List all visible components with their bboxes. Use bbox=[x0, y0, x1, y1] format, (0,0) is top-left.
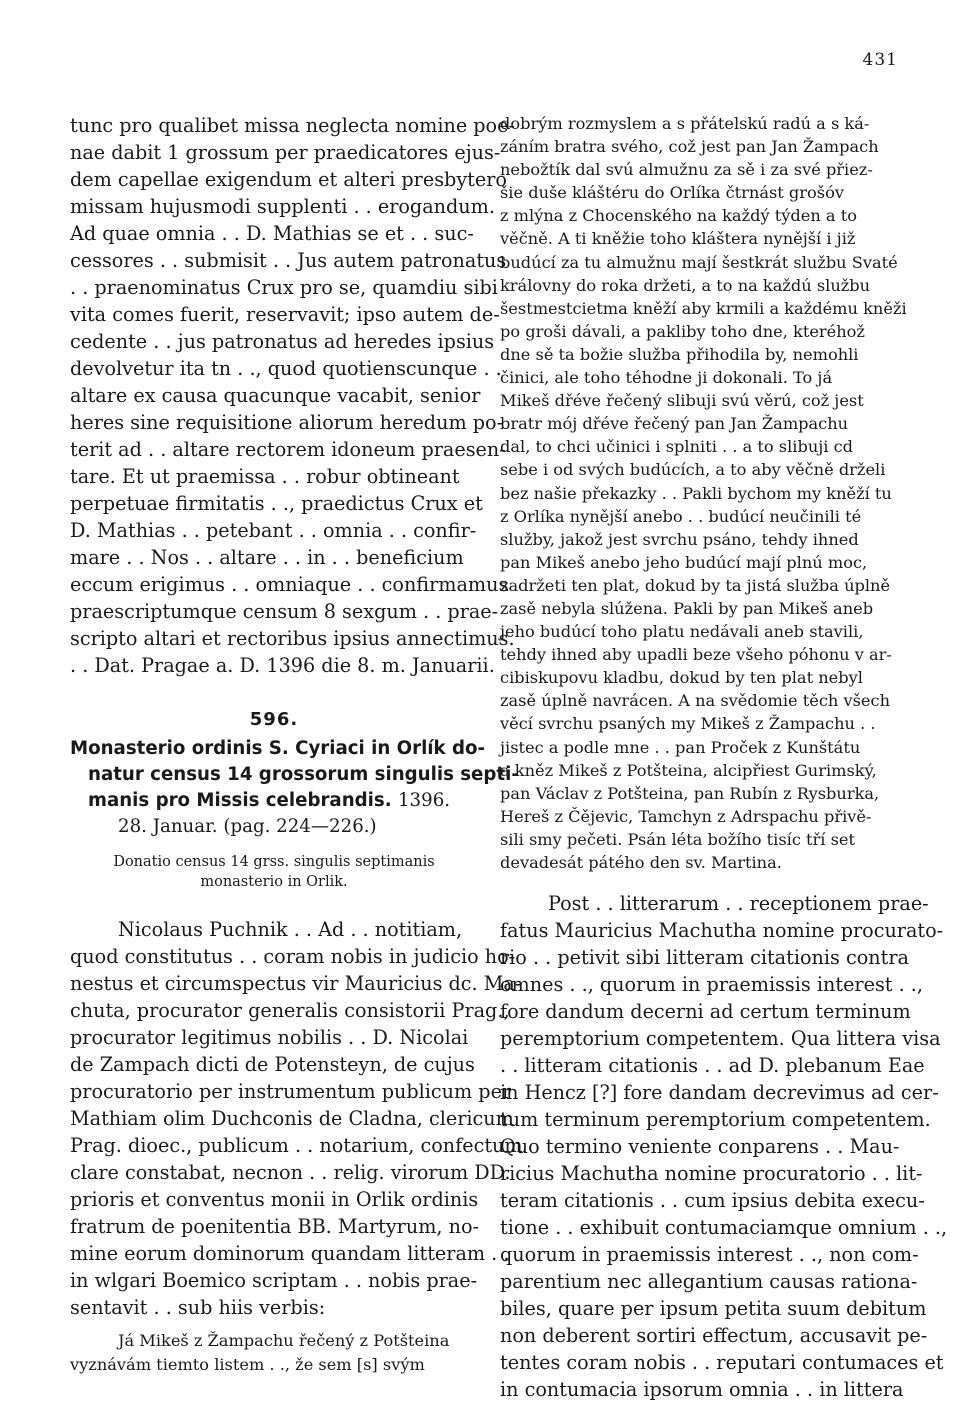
text-line: biles, quare per ipsum petita suum debitum bbox=[500, 1297, 927, 1321]
text-line: . . litteram citationis . . ad D. plebanum Eae bbox=[500, 1054, 925, 1078]
text-line: altare ex causa quacunque vacabit, senior bbox=[70, 384, 481, 407]
heading-line-text: manis pro Missis celebrandis. bbox=[88, 790, 392, 811]
text-line: vita comes fuerit, reservavit; ipso autem de- bbox=[70, 303, 500, 326]
text-line: šie duše kláštéru do Orlíka čtrnást grošóv bbox=[500, 183, 844, 203]
spacer bbox=[500, 874, 908, 890]
czech-letter bbox=[500, 112, 908, 874]
text-line: quod constitutus . . coram nobis in judicio ho- bbox=[70, 945, 516, 968]
text-line: dne sě ta božie služba přihodila by, nemohli bbox=[500, 344, 859, 364]
text-line: šestmestcietma kněží aby krmili a každému kněži bbox=[500, 298, 907, 318]
text-line: tunc pro qualibet missa neglecta nomine poe- bbox=[70, 114, 515, 137]
text-line: prioris et conventus monii in Orlik ordinis bbox=[70, 1188, 479, 1211]
text-line: . . praenominatus Crux pro se, quamdiu sibi bbox=[70, 276, 498, 299]
text-line: fratrum de poenitentia BB. Martyrum, no- bbox=[70, 1215, 479, 1238]
text-line: quorum in praemissis interest . ., non com- bbox=[500, 1243, 919, 1267]
text-line: Post . . litterarum . . receptionem prae- bbox=[548, 892, 929, 916]
text-line: de Zampach dicti de Potensteyn, de cujus bbox=[70, 1053, 475, 1076]
text-line: ricius Machutha nomine procuratorio . . lit- bbox=[500, 1162, 923, 1186]
text-line: jistec a podle mne . . pan Proček z Kunštátu bbox=[500, 737, 861, 757]
heading-line: Monasterio ordinis S. Cyriaci in Orlík do- bbox=[70, 738, 486, 759]
text-line: . . Dat. Pragae a. D. 1396 die 8. m. Januarii. bbox=[70, 654, 495, 677]
text-line: dobrým rozmyslem a s přátelskú radú a s ká- bbox=[500, 114, 870, 133]
text-line: clare constabat, necnon . . relig. virorum DD. bbox=[70, 1161, 511, 1184]
document-number: 596. bbox=[249, 709, 299, 730]
text-line: zadržeti ten plat, dokud by ta jistá služba úplně bbox=[500, 575, 891, 595]
text-line: cibiskupovu kladbu, dokud by ten plat nebyl bbox=[500, 668, 863, 688]
text-line: parentium nec allegantium causas rationa- bbox=[500, 1270, 918, 1294]
text-line: sentavit . . sub hiis verbis: bbox=[70, 1296, 326, 1319]
text-line: fore dandum decerni ad certum terminum bbox=[500, 1000, 911, 1024]
latin-paragraph-3 bbox=[500, 890, 948, 1403]
text-line: jeho budúcí toho platu nedávali aneb stavili, bbox=[500, 622, 864, 642]
text-line: tehdy ihned aby upadli beze všeho póhonu v ar- bbox=[500, 645, 892, 665]
document-heading bbox=[70, 736, 519, 840]
text-line: tentes coram nobis . . reputari contumaces et bbox=[500, 1351, 944, 1375]
text-line: zasě úplně navrácen. A na svědomie těch všech bbox=[500, 691, 890, 711]
text-line: nestus et circumspectus vir Mauricius dc. Ma- bbox=[70, 972, 522, 995]
czech-letter-start bbox=[70, 1329, 478, 1377]
text-line: Quo termino veniente conparens . . Mau- bbox=[500, 1135, 900, 1159]
text-line: D. Mathias . . petebant . . omnia . . confir- bbox=[70, 519, 477, 542]
text-line: tione . . exhibuit contumaciamque omnium . ., bbox=[500, 1216, 948, 1240]
text-line: dal, to chci učinici i splniti . . a to slibuji cd bbox=[500, 437, 854, 457]
text-line: pan Mikeš anebo jeho budúcí mají plnú moc, bbox=[500, 552, 868, 572]
text-line: sili smy pečeti. Psán léta božího tisíc tří set bbox=[500, 829, 856, 849]
text-line: heres sine requisitione aliorum heredum po- bbox=[70, 411, 504, 434]
summary-line: Donatio census 14 grss. singulis septimanis bbox=[113, 854, 435, 870]
right-column bbox=[500, 112, 948, 1403]
text-line: Mathiam olim Duchconis de Cladna, clericum bbox=[70, 1107, 514, 1130]
text-line: a kněz Mikeš z Potšteina, alcipřiest Gurimský, bbox=[500, 760, 877, 780]
text-line: budúcí za tu almužnu mají šestkrát službu Svaté bbox=[500, 252, 898, 272]
text-line: perpetuae firmitatis . ., praedictus Crux et bbox=[70, 492, 483, 515]
text-line: devadesát pátého den sv. Martina. bbox=[500, 853, 782, 872]
text-line: zasě nebyla slúžena. Pakli by pan Mikeš aneb bbox=[500, 598, 874, 618]
spacer bbox=[70, 892, 478, 916]
heading-line: natur census 14 grossorum singulis septi- bbox=[88, 764, 519, 785]
text-line: Nicolaus Puchnik . . Ad . . notitiam, bbox=[118, 918, 463, 941]
text-line: věčně. A ti kněžie toho kláštera nynější i již bbox=[500, 229, 856, 249]
left-column bbox=[70, 112, 523, 1377]
text-line: nebožtík dal svú almužnu za sě i za své přiez- bbox=[500, 160, 873, 180]
latin-paragraph-2 bbox=[70, 916, 523, 1321]
text-line: královny do roka držeti, a to na každú službu bbox=[500, 275, 871, 295]
text-line: věcí svrchu psaných my Mikeš z Žampachu . . bbox=[500, 714, 876, 734]
text-line: dem capellae exigendum et alteri presbytero bbox=[70, 168, 507, 191]
text-line: služby, jakož jest svrchu psáno, tehdy ihned bbox=[500, 529, 859, 549]
text-line: rio . . petivit sibi litteram citationis contra bbox=[500, 946, 909, 970]
text-line: tum terminum peremptorium competentem. bbox=[500, 1108, 931, 1132]
text-line: teram citationis . . cum ipsius debita execu- bbox=[500, 1189, 925, 1213]
text-line: tare. Et ut praemissa . . robur obtineant bbox=[70, 465, 460, 488]
text-line: scripto altari et rectoribus ipsius annectimus. bbox=[70, 627, 515, 650]
text-line: bez našie překazky . . Pakli bychom my kněží tu bbox=[500, 483, 892, 503]
text-line: Ad quae omnia . . D. Mathias se et . . suc- bbox=[70, 222, 474, 245]
heading-line bbox=[70, 788, 478, 814]
text-line: z mlýna z Chocenského na každý týden a to bbox=[500, 206, 857, 226]
heading-date: 28. Januar. (pag. 224—226.) bbox=[118, 816, 377, 837]
text-line: činici, ale toho téhodne ji dokonali. To já bbox=[500, 368, 833, 388]
spacer bbox=[70, 1321, 478, 1329]
text-line: po groši dávali, a pakliby toho dne, kteréhož bbox=[500, 321, 865, 341]
text-line: praescriptumque censum 8 sexgum . . prae- bbox=[70, 600, 499, 623]
page-number: 431 bbox=[862, 50, 898, 70]
text-line: peremptorium competentem. Qua littera visa bbox=[500, 1027, 941, 1051]
text-line: cedente . . jus patronatus ad heredes ipsius bbox=[70, 330, 495, 353]
text-line: sebe i od svých budúcích, a to aby věčně drželi bbox=[500, 460, 886, 480]
text-line: missam hujusmodi supplenti . . erogandum. bbox=[70, 195, 495, 218]
text-line: terit ad . . altare rectorem idoneum praesen- bbox=[70, 438, 506, 461]
document-summary bbox=[70, 852, 478, 892]
text-line: Prag. dioec., publicum . . notarium, confectum bbox=[70, 1134, 523, 1157]
text-line: mare . . Nos . . altare . . in . . beneficium bbox=[70, 546, 464, 569]
text-line: pan Václav z Potšteina, pan Rubín z Rysburka, bbox=[500, 783, 880, 803]
text-line: Hereš z Čějevic, Tamchyn z Adrspachu přivě- bbox=[500, 806, 872, 826]
text-line: procuratorio per instrumentum publicum per bbox=[70, 1080, 512, 1103]
text-line: fatus Mauricius Machutha nomine procurato- bbox=[500, 919, 944, 943]
text-line: omnes . ., quorum in praemissis interest . ., bbox=[500, 973, 924, 997]
text-line: Mikeš dřéve řečený slibuji svú věrú, což jest bbox=[500, 391, 864, 411]
text-line: in contumacia ipsorum omnia . . in littera bbox=[500, 1378, 904, 1402]
text-line: procurator legitimus nobilis . . D. Nicolai bbox=[70, 1026, 469, 1049]
text-line: cessores . . submisit . . Jus autem patronatus bbox=[70, 249, 507, 272]
latin-paragraph-1 bbox=[70, 112, 515, 679]
text-line: eccum erigimus . . omniaque . . confirmamus bbox=[70, 573, 509, 596]
summary-line: monasterio in Orlik. bbox=[200, 874, 348, 890]
text-line: bratr mój dřéve řečený pan Jan Žampachu bbox=[500, 414, 849, 434]
text-line: non deberent sortiri effectum, accusavit pe- bbox=[500, 1324, 928, 1348]
heading-year: 1396. bbox=[397, 790, 451, 811]
text-line: devolvetur ita tn . ., quod quotienscunque . . bbox=[70, 357, 502, 380]
text-line: Já Mikeš z Žampachu řečený z Potšteina bbox=[118, 1331, 450, 1350]
text-line: in wlgari Boemico scriptam . . nobis prae- bbox=[70, 1269, 478, 1292]
text-line: z Orlíka nynější anebo . . budúcí neučinili té bbox=[500, 506, 862, 526]
text-line: in Hencz [?] fore dandam decrevimus ad cer- bbox=[500, 1081, 939, 1105]
text-line: chuta, procurator generalis consistorii Prag., bbox=[70, 999, 510, 1022]
text-line: nae dabit 1 grossum per praedicatores ejus- bbox=[70, 141, 501, 164]
text-line: mine eorum dominorum quandam litteram . . bbox=[70, 1242, 510, 1265]
text-line: vyznávám tiemto listem . ., že sem [s] svým bbox=[70, 1355, 425, 1374]
text-line: záním bratra svého, což jest pan Jan Žampach bbox=[500, 137, 879, 157]
